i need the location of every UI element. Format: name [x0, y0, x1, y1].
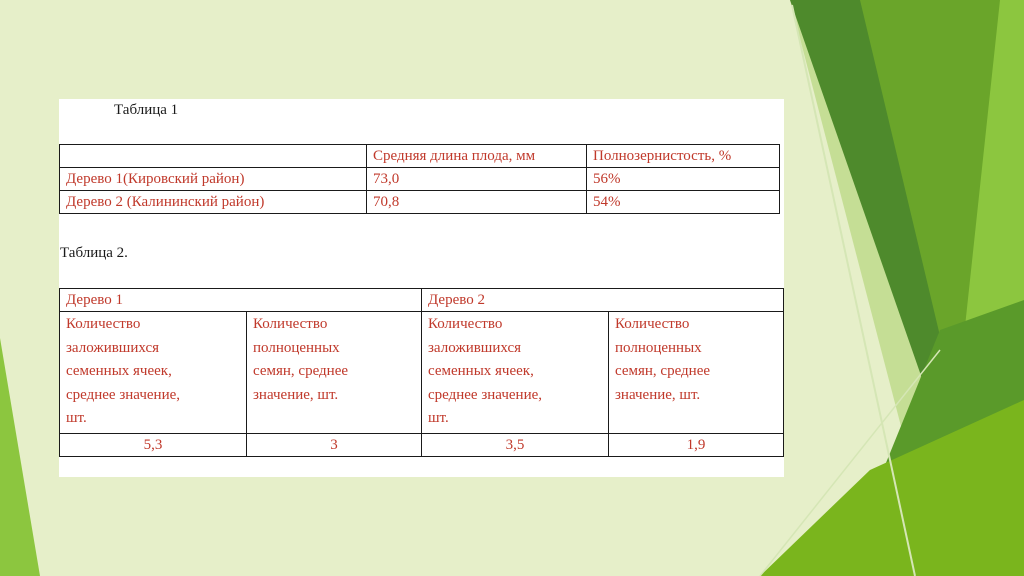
cell-line: значение, шт.: [253, 386, 339, 403]
table1-caption: Таблица 1: [114, 102, 179, 118]
table2-group-tree2: Дерево 2: [422, 289, 784, 312]
cell-line: семян, среднее: [253, 363, 349, 379]
table2-value-2: 3: [247, 433, 422, 456]
table2-group-tree1: Дерево 1: [60, 289, 422, 312]
bottom-bright-wedge: [760, 400, 1024, 576]
table2-col2-header: [247, 312, 422, 434]
table2-value-1: 5,3: [60, 433, 247, 456]
cell-line: полноценных: [253, 339, 340, 356]
table-row: [60, 312, 784, 434]
cell-line: Количество: [253, 316, 328, 332]
table-1: [59, 144, 780, 214]
table1-row2-name: Дерево 2 (Калининский район): [60, 191, 367, 214]
cell-line: Количество: [66, 316, 141, 332]
cell-line: полноценных: [615, 339, 702, 356]
cell-line: заложившихся: [428, 339, 522, 356]
table2-col1-header: [60, 312, 247, 434]
table1-header-fullness: Полнозернистость, %: [587, 145, 780, 168]
content-panel: [59, 99, 784, 477]
table2-value-4: 1,9: [609, 433, 784, 456]
table1-row1-length: 73,0: [367, 168, 587, 191]
table-row: [60, 289, 784, 312]
table-row: [60, 168, 780, 191]
table2-col4-header: [609, 312, 784, 434]
table1-row1-fullness: 56%: [587, 168, 780, 191]
table-row: [60, 145, 780, 168]
cell-line: семенных ячеек,: [66, 363, 172, 379]
cell-line: шт.: [428, 410, 449, 426]
table-2: [59, 288, 784, 457]
cell-line: Количество: [615, 316, 690, 332]
cell-line: среднее значение,: [66, 386, 181, 403]
left-green-triangle: [0, 338, 40, 576]
cell-line: семенных ячеек,: [428, 363, 534, 379]
cell-line: значение, шт.: [615, 386, 701, 403]
table1-row2-length: 70,8: [367, 191, 587, 214]
cell-line: семян, среднее: [615, 363, 711, 379]
table1-header-empty: [60, 145, 367, 168]
table2-caption: Таблица 2.: [60, 245, 128, 261]
table2-value-3: 3,5: [422, 433, 609, 456]
table-row: [60, 191, 780, 214]
cell-line: среднее значение,: [428, 386, 543, 403]
table2-col3-header: [422, 312, 609, 434]
cell-line: Количество: [428, 316, 503, 332]
cell-line: заложившихся: [66, 339, 160, 356]
table1-row1-name: Дерево 1(Кировский район): [60, 168, 367, 191]
cell-line: шт.: [66, 410, 87, 426]
table1-row2-fullness: 54%: [587, 191, 780, 214]
table1-header-length: Средняя длина плода, мм: [367, 145, 587, 168]
table-row: [60, 433, 784, 456]
